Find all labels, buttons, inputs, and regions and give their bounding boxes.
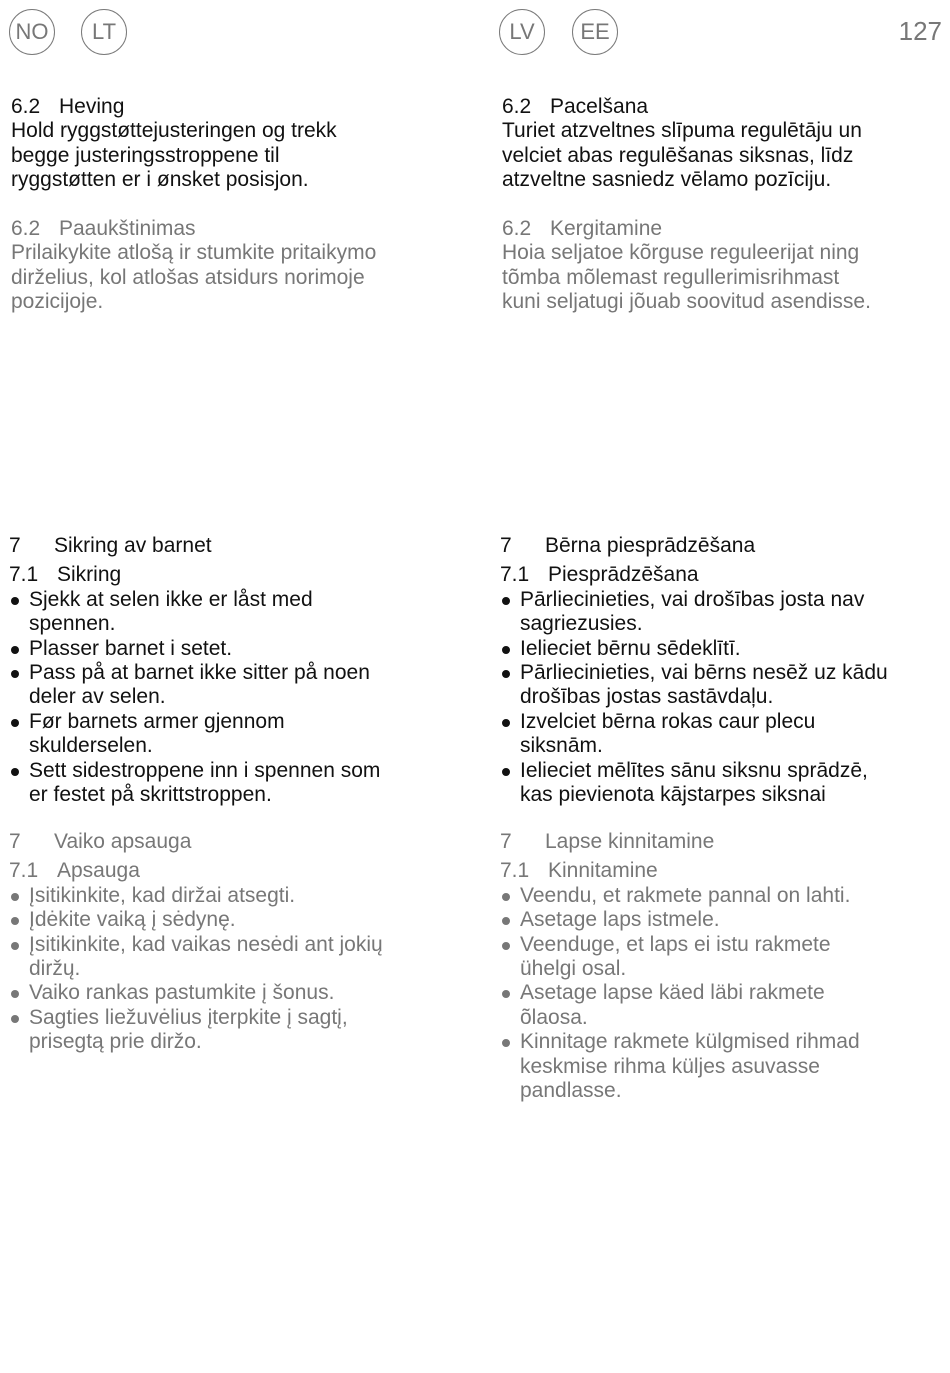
chapter-number: 7 bbox=[500, 830, 512, 853]
body-line: dirželius, kol atlošas atsidurs norimoje bbox=[11, 265, 365, 289]
section-number: 7.1 bbox=[9, 859, 39, 883]
item-line: deler av selen. bbox=[29, 685, 166, 709]
item-line: prisegtą prie diržo. bbox=[29, 1030, 202, 1054]
item-line: sagriezusies. bbox=[520, 612, 643, 636]
list-item bbox=[9, 981, 383, 1005]
body-line: Prilaikykite atlošą ir stumkite pritaikymo bbox=[11, 241, 377, 265]
list-item bbox=[9, 661, 380, 710]
body-line: begge justeringsstroppene til bbox=[11, 143, 280, 167]
item-line: Veenduge, et laps ei istu rakmete bbox=[520, 932, 831, 956]
page-number: 127 bbox=[898, 16, 942, 46]
item-line: Pārliecinieties, vai bērns nesēž uz kādu bbox=[520, 661, 888, 685]
bullet-list bbox=[500, 588, 888, 808]
item-line: pandlasse. bbox=[520, 1079, 622, 1103]
bullet-list bbox=[500, 884, 860, 1104]
body-line: Hold ryggstøttejusteringen og trekk bbox=[11, 119, 337, 143]
list-item bbox=[500, 1030, 860, 1103]
section-title: Sikring bbox=[57, 563, 122, 587]
section-heading bbox=[9, 859, 383, 883]
language-code: LV bbox=[509, 19, 535, 44]
body-line: ryggstøtten er i ønsket posisjon. bbox=[11, 168, 309, 192]
body-line: atzveltne sasniedz vēlamo pozīciju. bbox=[502, 168, 832, 192]
item-line: Kinnitage rakmete külgmised rihmad bbox=[520, 1030, 860, 1054]
section-title: Apsauga bbox=[57, 859, 140, 883]
item-line: Plasser barnet i setet. bbox=[29, 636, 233, 660]
section-title: Heving bbox=[59, 95, 125, 118]
section-secure-lv bbox=[500, 534, 888, 807]
item-line: Sjekk at selen ikke er låst med bbox=[29, 587, 313, 611]
section-heading bbox=[502, 95, 862, 119]
section-lift-ee bbox=[502, 217, 871, 315]
list-item bbox=[9, 710, 380, 759]
body-line: pozicijoje. bbox=[11, 290, 104, 314]
item-line: Sett sidestroppene inn i spennen som bbox=[29, 758, 381, 782]
chapter-heading bbox=[500, 534, 888, 558]
section-secure-no bbox=[9, 534, 380, 807]
body-line: tõmba mõlemast regullerimisrihmast bbox=[502, 265, 840, 289]
item-line: drošības jostas sastāvdaļu. bbox=[520, 685, 774, 709]
item-line: Før barnets armer gjennom bbox=[29, 709, 285, 733]
list-item bbox=[500, 661, 888, 710]
item-line: Pārliecinieties, vai drošības josta nav bbox=[520, 587, 865, 611]
item-line: Pass på at barnet ikke sitter på noen bbox=[29, 661, 370, 685]
item-line: Įsitikinkite, kad diržai atsegti. bbox=[29, 883, 296, 907]
item-line: Ielieciet bērnu sēdeklītī. bbox=[520, 636, 741, 660]
item-line: siksnām. bbox=[520, 734, 603, 758]
section-title: Kergitamine bbox=[550, 217, 663, 240]
chapter-number: 7 bbox=[9, 830, 21, 853]
item-line: Įsitikinkite, kad vaikas nesėdi ant jokių bbox=[29, 932, 383, 956]
list-item bbox=[500, 908, 860, 932]
body-line: velciet abas regulēšanas siksnas, līdz bbox=[502, 143, 854, 167]
section-heading bbox=[9, 563, 380, 587]
section-heading bbox=[500, 859, 860, 883]
item-line: Veendu, et rakmete pannal on lahti. bbox=[520, 883, 851, 907]
language-code: NO bbox=[15, 19, 49, 44]
item-line: spennen. bbox=[29, 612, 116, 636]
chapter-title: Sikring av barnet bbox=[54, 534, 212, 557]
list-item bbox=[500, 884, 860, 908]
section-heading bbox=[500, 563, 888, 587]
list-item bbox=[500, 759, 888, 808]
body-line: Turiet atzveltnes slīpuma regulētāju un bbox=[502, 119, 862, 143]
section-heading bbox=[502, 217, 871, 241]
chapter-heading bbox=[500, 830, 860, 854]
item-line: Sagties liežuvėlius įterpkite į sagtį, bbox=[29, 1005, 348, 1029]
chapter-title: Vaiko apsauga bbox=[54, 830, 192, 853]
list-item bbox=[9, 908, 383, 932]
item-line: Ielieciet mēlītes sānu siksnu sprādzē, bbox=[520, 758, 868, 782]
list-item bbox=[500, 588, 888, 637]
chapter-title: Bērna piesprādzēšana bbox=[545, 534, 756, 557]
list-item bbox=[9, 588, 380, 637]
section-number: 6.2 bbox=[11, 95, 41, 118]
language-badge-lv bbox=[499, 9, 545, 55]
chapter-heading bbox=[9, 830, 383, 854]
section-title: Paaukštinimas bbox=[59, 217, 196, 240]
section-title: Piesprādzēšana bbox=[548, 563, 699, 587]
item-line: Įdėkite vaiką į sėdynę. bbox=[29, 908, 236, 932]
chapter-number: 7 bbox=[500, 534, 512, 557]
list-item bbox=[500, 933, 860, 982]
section-heading bbox=[11, 95, 337, 119]
item-line: ühelgi osal. bbox=[520, 957, 627, 981]
language-code: EE bbox=[580, 19, 610, 44]
language-code: LT bbox=[91, 19, 117, 44]
body-line: Hoia seljatoe kõrguse reguleerijat ning bbox=[502, 241, 860, 265]
chapter-heading bbox=[9, 534, 380, 558]
item-line: skulderselen. bbox=[29, 734, 153, 758]
item-line: er festet på skrittstroppen. bbox=[29, 783, 272, 807]
section-secure-ee bbox=[500, 830, 860, 1103]
list-item bbox=[9, 884, 383, 908]
section-number: 7.1 bbox=[500, 563, 530, 587]
section-heading bbox=[11, 217, 376, 241]
item-line: õlaosa. bbox=[520, 1005, 588, 1029]
section-number: 7.1 bbox=[9, 563, 39, 587]
item-line: Asetage lapse käed läbi rakmete bbox=[520, 981, 825, 1005]
list-item bbox=[500, 637, 888, 661]
item-line: Asetage laps istmele. bbox=[520, 908, 720, 932]
list-item bbox=[9, 933, 383, 982]
chapter-title: Lapse kinnitamine bbox=[545, 830, 715, 853]
bullet-list bbox=[9, 884, 383, 1055]
item-line: keskmise rihma küljes asuvasse bbox=[520, 1054, 820, 1078]
section-title: Pacelšana bbox=[550, 95, 649, 118]
section-lift-lt bbox=[11, 217, 376, 315]
section-number: 6.2 bbox=[11, 217, 41, 240]
section-number: 6.2 bbox=[502, 217, 532, 240]
chapter-number: 7 bbox=[9, 534, 21, 557]
section-lift-lv bbox=[502, 95, 862, 193]
body-line: kuni seljatugi jõuab soovitud asendisse. bbox=[502, 290, 871, 314]
section-number: 7.1 bbox=[500, 859, 530, 883]
item-line: Izvelciet bērna rokas caur plecu bbox=[520, 709, 816, 733]
section-secure-lt bbox=[9, 830, 383, 1055]
item-line: Vaiko rankas pastumkite į šonus. bbox=[29, 981, 335, 1005]
bullet-list bbox=[9, 588, 380, 808]
list-item bbox=[9, 637, 380, 661]
item-line: kas pievienota kājstarpes siksnai bbox=[520, 783, 826, 807]
section-number: 6.2 bbox=[502, 95, 532, 118]
list-item bbox=[500, 710, 888, 759]
language-badge-ee bbox=[572, 9, 618, 55]
language-badge-lt bbox=[81, 9, 127, 55]
section-lift-no bbox=[11, 95, 337, 193]
list-item bbox=[9, 759, 380, 808]
item-line: diržų. bbox=[29, 957, 81, 981]
section-title: Kinnitamine bbox=[548, 859, 658, 883]
list-item bbox=[500, 981, 860, 1030]
language-badge-no bbox=[9, 9, 55, 55]
list-item bbox=[9, 1006, 383, 1055]
